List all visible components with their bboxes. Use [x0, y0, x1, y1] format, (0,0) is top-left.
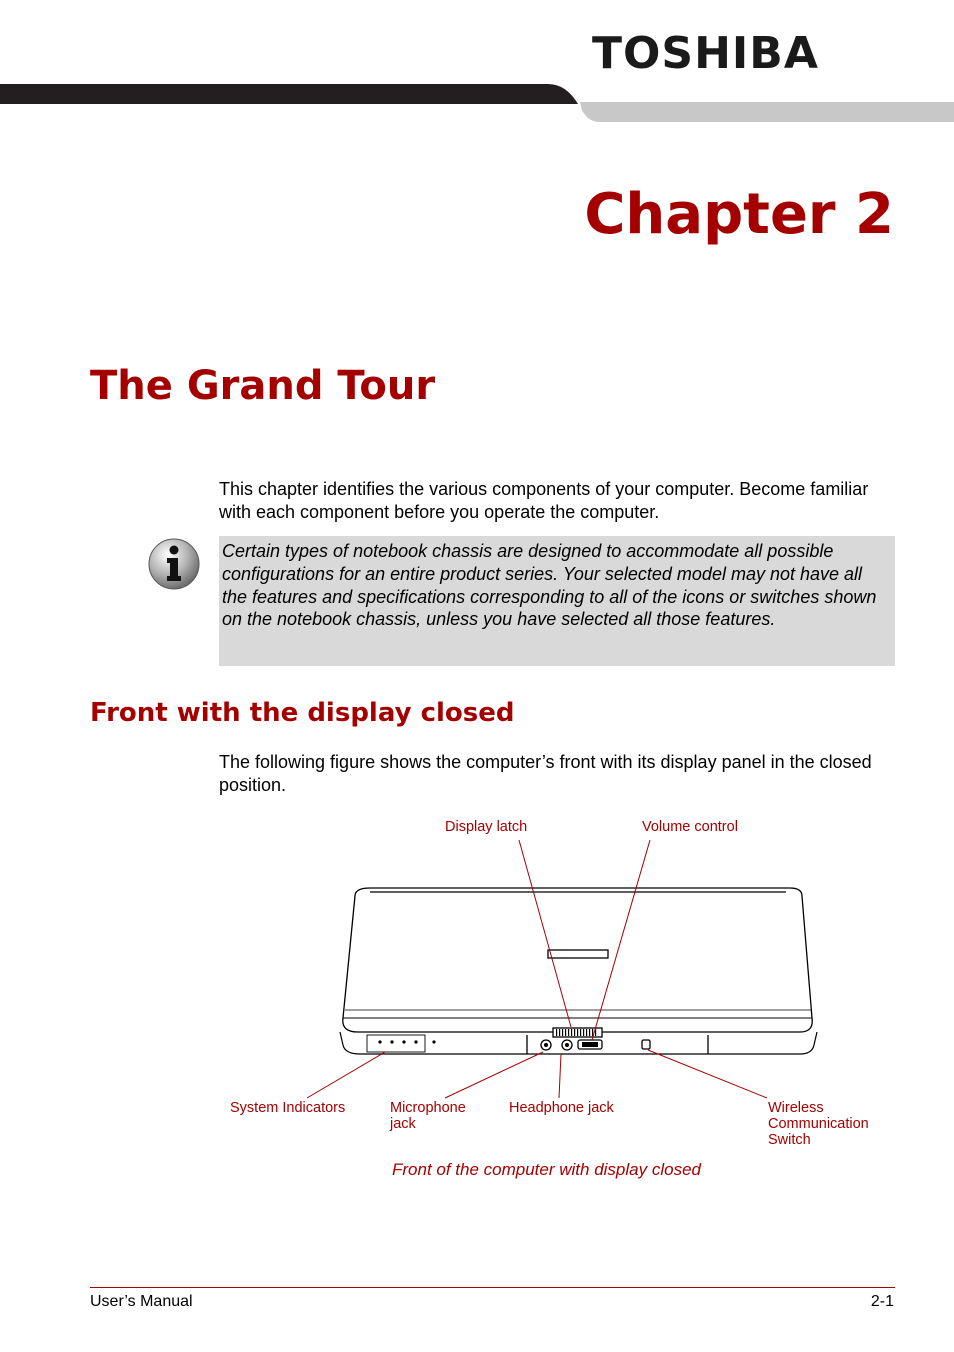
label-volume-control: Volume control — [642, 819, 738, 835]
subsection-paragraph: The following figure shows the computer’s front with its display panel in the closed position. — [219, 752, 872, 795]
intro-paragraph: This chapter identifies the various components of your computer. Become familiar with each component before you operate the computer. — [219, 479, 869, 522]
info-icon — [146, 536, 202, 592]
subsection-title: Front with the display closed — [90, 698, 515, 728]
section-title: The Grand Tour — [90, 363, 436, 409]
label-microphone-jack: Microphone jack — [390, 1100, 466, 1132]
figure-caption: Front of the computer with display closed — [392, 1160, 701, 1179]
label-wireless-switch: Wireless Communication Switch — [768, 1100, 869, 1148]
footer-page-number: 2-1 — [870, 1293, 894, 1310]
label-headphone-jack: Headphone jack — [509, 1100, 614, 1116]
note-box — [219, 536, 895, 666]
label-system-indicators: System Indicators — [230, 1100, 346, 1116]
footer-rule — [90, 1287, 895, 1288]
footer-manual-title: User’s Manual — [90, 1293, 193, 1310]
note-text: Certain types of notebook chassis are designed to accommodate all possible configurations for an entire product series. Your selected model may not have all the features and specifications corresponding to all of the icons or switches shown on the notebook chassis, unless you have selected all those features. — [222, 541, 877, 630]
chapter-title: Chapter 2 — [584, 182, 894, 247]
brand-logo: TOSHIBA — [592, 28, 819, 79]
label-display-latch: Display latch — [445, 819, 528, 835]
header-bars — [0, 80, 954, 130]
